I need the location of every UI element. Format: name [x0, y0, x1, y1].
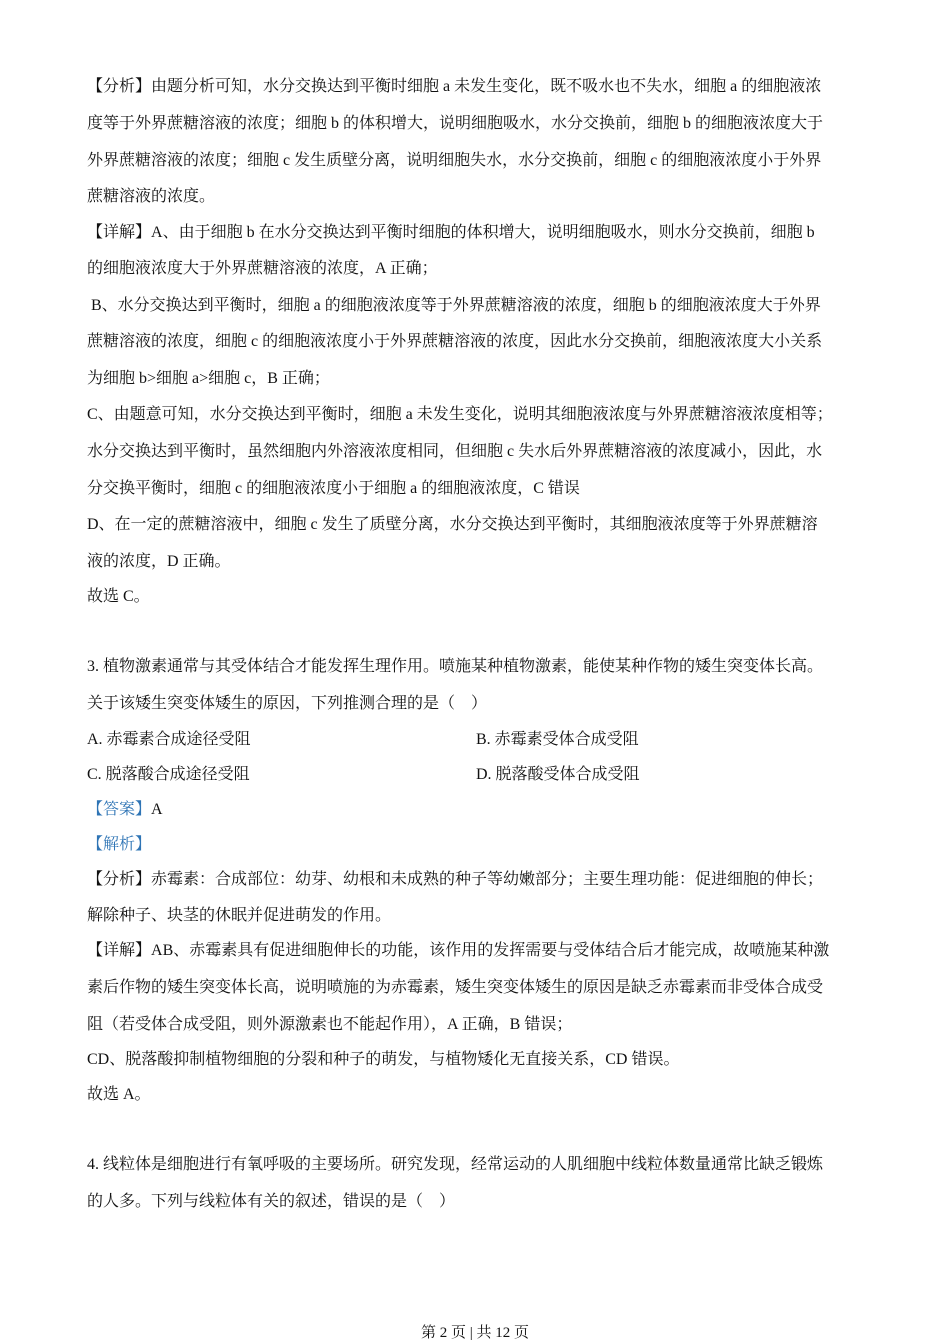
q3-stem-line: 3. 植物激素通常与其受体结合才能发挥生理作用。喷施某种植物激素，能使某种作物的矮生突变体长高。 [87, 658, 824, 675]
q2-detail-line: C、由题意可知，水分交换达到平衡时，细胞 a 未发生变化，说明其细胞液浓度与外界蔗糖溶液浓度相等； [87, 406, 833, 423]
q2-detail-line: 蔗糖溶液的浓度，细胞 c 的细胞液浓度小于外界蔗糖溶液的浓度，因此水分交换前，细胞液浓度大小关系 [87, 333, 823, 350]
q3-detail-line: CD、脱落酸抑制植物细胞的分裂和种子的萌发，与植物矮化无直接关系，CD 错误。 [87, 1051, 680, 1068]
q2-detail-line: 的细胞液浓度大于外界蔗糖溶液的浓度，A 正确； [87, 260, 438, 277]
q3-option-c: C. 脱落酸合成途径受阻 [87, 766, 250, 783]
q2-detail-line: 为细胞 b>细胞 a>细胞 c，B 正确； [87, 370, 330, 387]
q2-detail-line: D、在一定的蔗糖溶液中，细胞 c 发生了质壁分离，水分交换达到平衡时，其细胞液浓度等于外界蔗糖溶 [87, 516, 818, 533]
q3-option-d: D. 脱落酸受体合成受阻 [476, 766, 640, 783]
q3-conclusion: 故选 A。 [87, 1086, 151, 1103]
answer-label: 【答案】 [87, 801, 152, 818]
q3-option-a: A. 赤霉素合成途径受阻 [87, 731, 251, 748]
q2-detail-line: 【详解】A、由于细胞 b 在水分交换达到平衡时细胞的体积增大，说明细胞吸水，则水分交换前，细胞 b [87, 224, 815, 241]
q4-stem-line: 的人多。下列与线粒体有关的叙述，错误的是（ ） [87, 1193, 456, 1210]
detail-label: 【详解】 [87, 942, 152, 959]
q2-detail-line: 水分交换达到平衡时，虽然细胞内外溶液浓度相同，但细胞 c 失水后外界蔗糖溶液的浓度减小，因此，水 [87, 443, 823, 460]
q3-stem-line: 关于该矮生突变体矮生的原因，下列推测合理的是（ ） [87, 695, 488, 712]
q2-detail-line: 液的浓度，D 正确。 [87, 553, 231, 570]
analysis-label: 【分析】 [87, 871, 152, 888]
q2-detail-line: B、水分交换达到平衡时，细胞 a 的细胞液浓度等于外界蔗糖溶液的浓度，细胞 b 的细胞液浓度大于外界 [87, 297, 821, 314]
q3-detail-line: 素后作物的矮生突变体长高，说明喷施的为赤霉素，矮生突变体矮生的原因是缺乏赤霉素而非受体合成受 [87, 979, 824, 996]
q2-analysis-line: 【分析】由题分析可知，水分交换达到平衡时细胞 a 未发生变化，既不吸水也不失水，细胞 a 的细胞液浓 [87, 78, 822, 95]
analysis-label: 【分析】 [87, 78, 152, 95]
q2-analysis-line: 度等于外界蔗糖溶液的浓度；细胞 b 的体积增大，说明细胞吸水，水分交换前，细胞 b 的细胞液浓度大于 [87, 115, 824, 132]
q3-analysis-line: 【分析】赤霉素：合成部位：幼芽、幼根和未成熟的种子等幼嫩部分；主要生理功能：促进细胞的伸长； [87, 871, 824, 888]
q3-detail-line: 【详解】AB、赤霉素具有促进细胞伸长的功能，该作用的发挥需要与受体结合后才能完成，故喷施某种激 [87, 942, 830, 959]
q3-explain-label: 【解析】 [87, 836, 152, 853]
detail-label: 【详解】 [87, 224, 152, 241]
q2-analysis-line: 外界蔗糖溶液的浓度；细胞 c 发生质壁分离，说明细胞失水，水分交换前，细胞 c 的细胞液浓度小于外界 [87, 152, 822, 169]
q2-analysis-line: 蔗糖溶液的浓度。 [87, 188, 216, 205]
answer-value: A [151, 801, 163, 818]
q3-answer [87, 800, 163, 820]
q2-conclusion: 故选 C。 [87, 588, 150, 605]
q3-option-b: B. 赤霉素受体合成受阻 [476, 731, 639, 748]
q3-analysis-line: 解除种子、块茎的休眠并促进萌发的作用。 [87, 907, 392, 924]
q3-detail-line: 阻（若受体合成受阻，则外源激素也不能起作用），A 正确，B 错误； [87, 1016, 573, 1033]
q2-detail-line: 分交换平衡时，细胞 c 的细胞液浓度小于细胞 a 的细胞液浓度，C 错误 [87, 480, 580, 497]
q4-stem-line: 4. 线粒体是细胞进行有氧呼吸的主要场所。研究发现，经常运动的人肌细胞中线粒体数量通常比缺乏锻炼 [87, 1156, 824, 1173]
page-footer: 第 2 页 | 共 12 页 [420, 1325, 529, 1341]
